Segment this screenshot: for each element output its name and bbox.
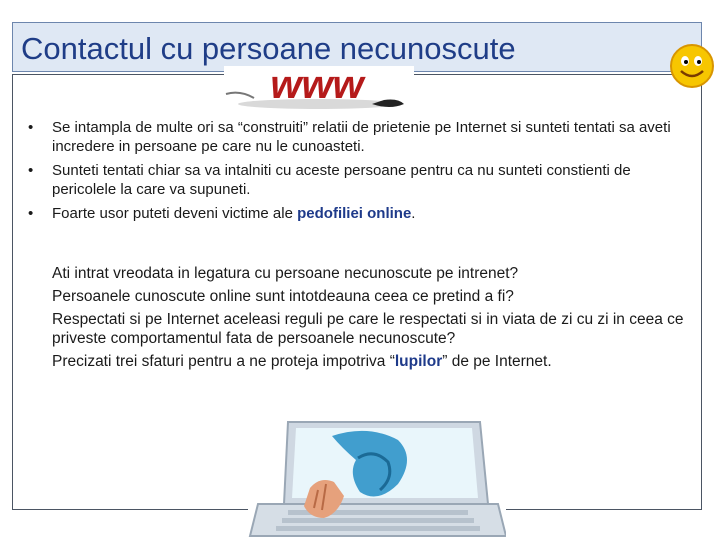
- bullet-text: Sunteti tentati chiar sa va intalniti cu aceste persoane pentru ca nu sunteti constienti de pericolele la care va supuneti.: [52, 162, 631, 198]
- question-item: Respectati si pe Internet aceleasi reguli pe care le respectati si in viata de zi cu zi in ceea ce priveste comportamentul fata de persoanele necunoscute?: [52, 311, 684, 347]
- question-text-prefix: Precizati trei sfaturi pentru a ne proteja impotriva “: [52, 353, 395, 370]
- smiley-icon: [668, 42, 716, 90]
- bullet-dot: •: [28, 162, 34, 179]
- laptop-illustration: [248, 418, 506, 540]
- question-item: Persoanele cunoscute online sunt intotdeauna ceea ce pretind a fi?: [52, 288, 514, 305]
- bullet-dot: •: [28, 119, 34, 136]
- www-logo-text: www: [270, 64, 364, 107]
- bullet-dot: •: [28, 205, 34, 222]
- bullet-emphasis: pedofiliei online: [297, 205, 412, 222]
- bullet-item: [22, 118, 697, 156]
- question-text-suffix: ” de pe Internet.: [442, 353, 552, 370]
- bullet-text: Se intampla de multe ori sa “construiti” relatii de prietenie pe Internet si sunteti tentati sa aveti incredere in persoane pe care nu le cunoasteti.: [52, 119, 671, 155]
- bullet-list: [22, 118, 697, 228]
- bullet-item: [22, 161, 697, 199]
- question-item: Ati intrat vreodata in legatura cu persoane necunoscute pe intrenet?: [52, 265, 519, 282]
- www-logo: [222, 64, 418, 114]
- question-item: [52, 352, 692, 371]
- slide-title: Contactul cu persoane necunoscute: [21, 31, 516, 66]
- question-list: [52, 264, 692, 375]
- question-emphasis: lupilor: [394, 353, 443, 370]
- bullet-text-suffix: .: [411, 205, 416, 222]
- bullet-item: [22, 204, 697, 223]
- bullet-text-prefix: Foarte usor puteti deveni victime ale: [52, 205, 298, 222]
